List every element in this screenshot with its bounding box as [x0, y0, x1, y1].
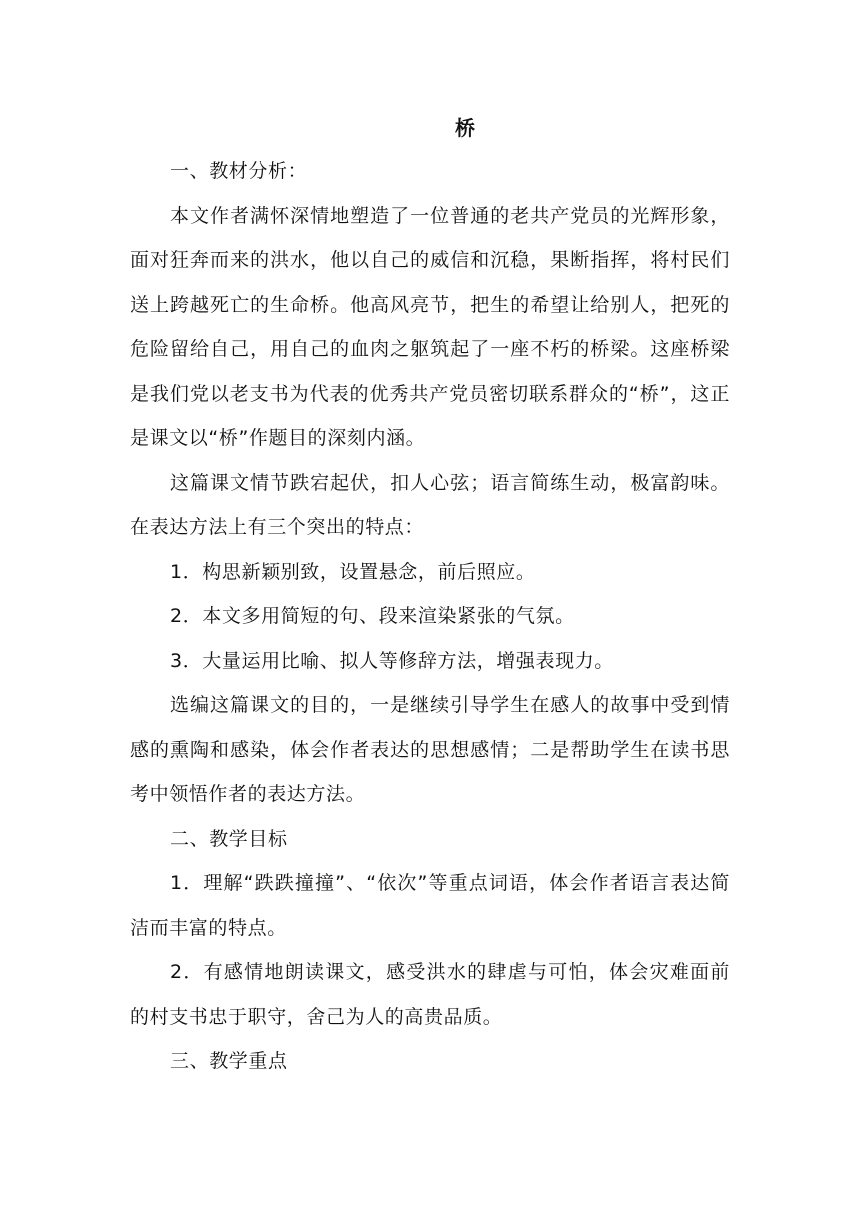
- list-item-feature-3: 3．大量运用比喻、拟人等修辞方法，增强表现力。: [170, 649, 614, 672]
- list-item-feature-1: 1．构思新颖别致，设置悬念，前后照应。: [170, 560, 536, 583]
- section-heading-teaching-focus: 三、教学重点: [170, 1050, 288, 1072]
- section-heading-teaching-goals: 二、教学目标: [170, 827, 288, 850]
- list-item-goal-2: 2．有感情地朗读课文，感受洪水的肆虐与可怕，体会灾难面前的村支书忠于职守，舍己为人的高贵品质。: [130, 961, 730, 1028]
- list-item-feature-2: 2．本文多用简短的句、段来渲染紧张的气氛。: [170, 605, 575, 627]
- list-item-goal-1: 1．理解“跌跌撞撞”、“依次”等重点词语，体会作者语言表达简洁而丰富的特点。: [130, 872, 730, 939]
- document-title: 桥: [455, 116, 475, 140]
- paragraph-purpose: 选编这篇课文的目的，一是继续引导学生在感人的故事中受到情感的熏陶和感染，体会作者表达的思想感情；二是帮助学生在读书思考中领悟作者的表达方法。: [130, 694, 730, 805]
- section-heading-textbook-analysis: 一、教材分析：: [170, 160, 308, 182]
- paragraph-analysis-2: 这篇课文情节跌宕起伏，扣人心弦；语言简练生动，极富韵味。在表达方法上有三个突出的特点：: [130, 471, 730, 538]
- paragraph-analysis-1: 本文作者满怀深情地塑造了一位普通的老共产党员的光辉形象，面对狂奔而来的洪水，他以自己的威信和沉稳，果断指挥，将村民们送上跨越死亡的生命桥。他高风亮节，把生的希望让给别人，把死的危险留给自己，用自己的血肉之躯筑起了一座不朽的桥梁。这座桥梁是我们党以老支书为代表的优秀共产党员密切联系群众的“桥”，这正是课文以“桥”作题目的深刻内涵。: [130, 204, 730, 449]
- document-body: [130, 107, 730, 1084]
